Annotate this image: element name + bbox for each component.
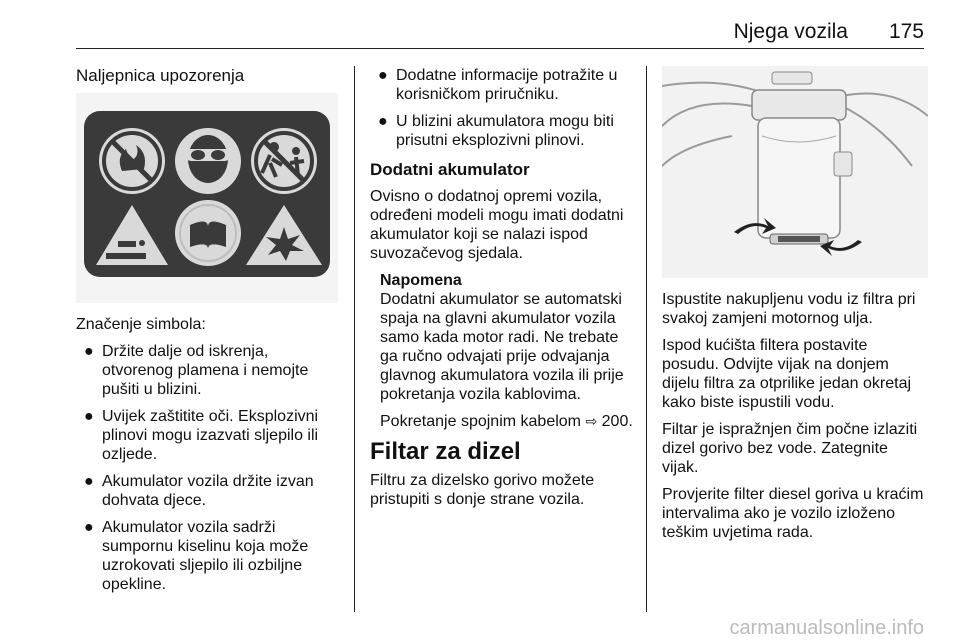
bullet-icon: ● bbox=[378, 113, 388, 130]
column-divider-2 bbox=[646, 66, 647, 612]
page-number: 175 bbox=[888, 20, 924, 43]
watermark: carmanualsonline.info bbox=[729, 617, 924, 639]
keep-children-away-icon bbox=[251, 128, 317, 194]
symbol-meaning-list bbox=[76, 342, 338, 594]
note-title: Napomena bbox=[380, 272, 462, 289]
subheading-additional-battery: Dodatni akumulator bbox=[370, 160, 530, 179]
paragraph: Filtar je ispražnjen čim počne izlaziti dizel gorivo bez vode. Zategnite vijak. bbox=[662, 421, 918, 476]
diesel-filter-svg bbox=[662, 66, 928, 278]
section-heading-warning-label: Naljepnica upozorenja bbox=[76, 66, 245, 85]
paragraph: Ovisno o dodatnoj opremi vozila, određeni modeli mogu imati dodatni akumulator koji se nalazi ispod suvozačevog sjedala. bbox=[370, 188, 624, 262]
diesel-filter-figure bbox=[662, 66, 928, 278]
warning-label-figure bbox=[76, 93, 338, 303]
no-flame-icon bbox=[99, 128, 165, 194]
bullet-icon: ● bbox=[84, 473, 94, 490]
header-rule bbox=[76, 48, 924, 49]
list-item: ● Uvijek zaštitite oči. Eksplozivni plinovi mogu izazvati sljepilo ili ozljede. bbox=[84, 408, 319, 463]
list-item: ● Dodatne informacije potražite u korisničkom priručniku. bbox=[378, 67, 618, 103]
page-ref-arrow-icon: ⇨ bbox=[585, 413, 598, 429]
section-title-diesel-filter: Filtar za dizel bbox=[370, 438, 521, 465]
list-item: ● Držite dalje od iskrenja, otvorenog plamena i nemojte pušiti u blizini. bbox=[84, 343, 309, 398]
list-item: ● Akumulator vozila sadrži sumpornu kiselinu koja može uzrokovati sljepilo ili ozbiljne opekline. bbox=[84, 519, 309, 593]
column-left bbox=[76, 66, 338, 602]
page-header bbox=[0, 0, 960, 52]
paragraph: Ispustite nakupljenu vodu iz filtra pri svakoj zamjeni motornog ulja. bbox=[662, 291, 916, 327]
column-middle bbox=[370, 66, 635, 517]
bullet-icon: ● bbox=[84, 408, 94, 425]
list-item: ● Akumulator vozila držite izvan dohvata djece. bbox=[84, 473, 314, 509]
note-box bbox=[370, 271, 635, 431]
symbol-meaning-label: Značenje simbola: bbox=[76, 316, 206, 333]
paragraph: Ispod kućišta filtera postavite posudu. Odvijte vijak na donjem dijelu filtra za otprilike jedan okretaj kako biste ispustili vodu. bbox=[662, 337, 912, 411]
cross-reference[interactable]: Pokretanje spojnim kabelom ⇨ 200. bbox=[380, 413, 633, 430]
bullet-icon: ● bbox=[84, 519, 94, 536]
list-item: ● U blizini akumulatora mogu biti prisutni eksplozivni plinovi. bbox=[378, 113, 614, 149]
bullet-icon: ● bbox=[84, 343, 94, 360]
drain-screw-icon bbox=[778, 236, 820, 242]
goggles-icon bbox=[175, 128, 241, 194]
manual-info-list bbox=[370, 66, 635, 150]
paragraph: Filtru za dizelsko gorivo možete pristupiti s donje strane vozila. bbox=[370, 472, 595, 508]
column-divider-1 bbox=[354, 66, 355, 612]
paragraph: Provjerite filter diesel goriva u kraćim intervalima ako je vozilo izloženo teškim uvjetima rada. bbox=[662, 486, 924, 541]
bullet-icon: ● bbox=[378, 67, 388, 84]
column-right bbox=[662, 66, 928, 550]
read-manual-icon bbox=[175, 200, 241, 266]
warning-label-svg bbox=[76, 93, 338, 303]
note-text: Dodatni akumulator se automatski spaja na glavni akumulator vozila samo kada motor radi. Ne trebate ga ručno odvajati prije odvajanja glavnog akumulatora vozila ili prije pokretanja vozila kablovima. bbox=[380, 291, 624, 403]
chapter-title: Njega vozila bbox=[733, 20, 848, 43]
